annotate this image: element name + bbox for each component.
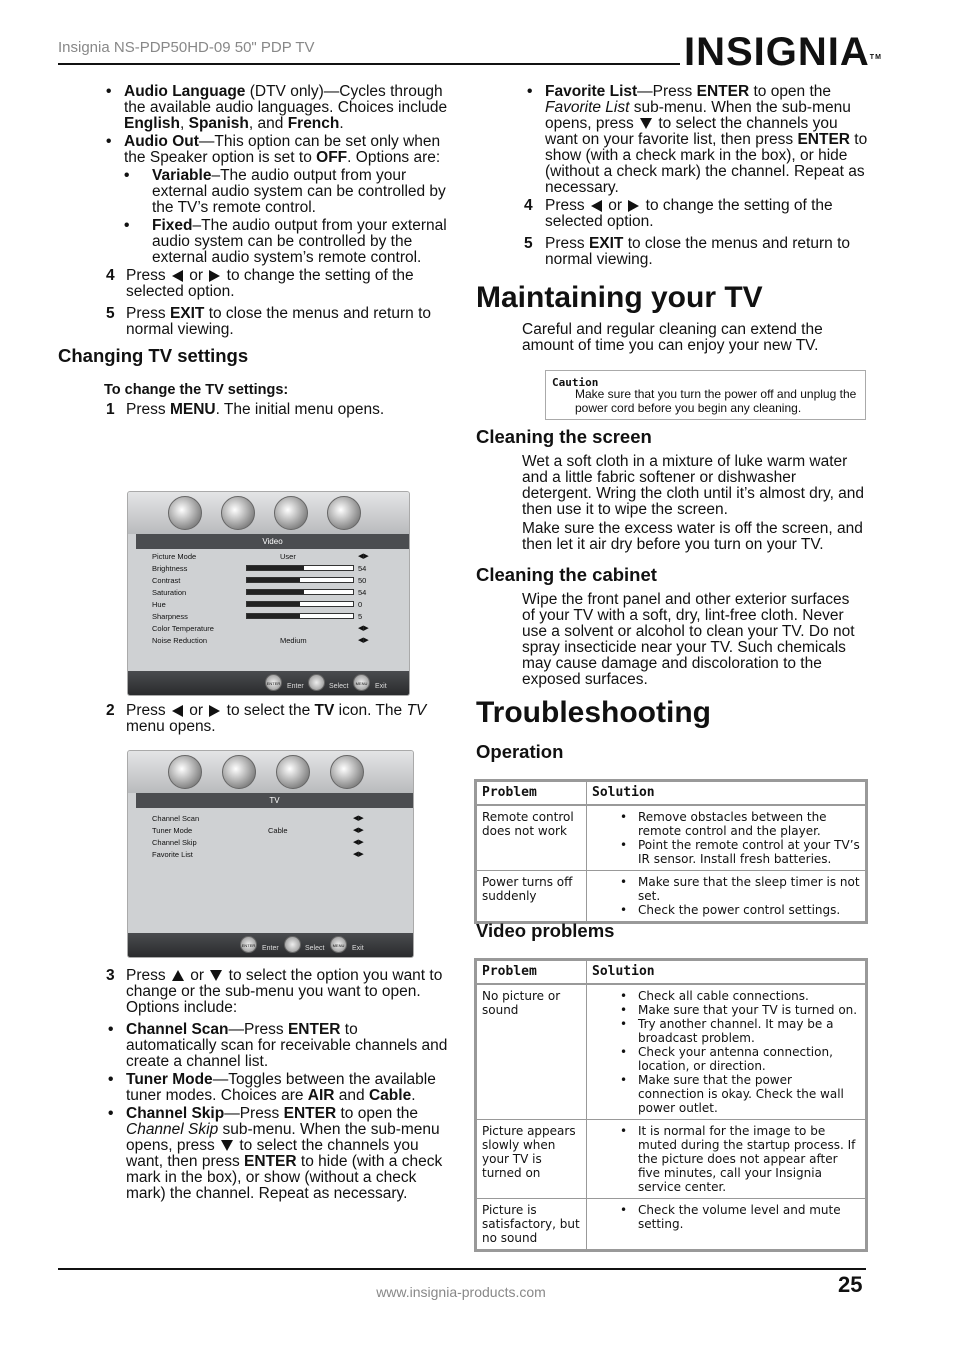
tv-menu-screenshot [127, 750, 414, 958]
up-arrow-icon [172, 970, 184, 981]
tv-icon [274, 496, 308, 530]
cleaning-screen-p1: Wet a soft cloth in a mixture of luke warm water and a little fabric softener or dishwasher detergent. Wring the cloth until it’s almost dry, and then use it to wipe the screen. [522, 453, 865, 518]
menu-row-label: Channel Scan [152, 814, 200, 823]
left-step-1: 1 Press MENU. The initial menu opens. [106, 401, 385, 418]
menu-row-arrow-icon: ◀▶ [353, 851, 364, 858]
right-column [476, 84, 868, 274]
picture-icon [168, 496, 202, 530]
header-rule [58, 63, 680, 65]
settings-icon [330, 755, 364, 789]
right-arrow-icon [209, 705, 220, 717]
left-step-2: 2 Press or to select the TV icon. The TV menu opens. [106, 702, 427, 735]
menu-row-label: Brightness [152, 564, 188, 573]
maintaining-heading: Maintaining your TV [476, 281, 763, 314]
list-item: • Make sure that the power connection is okay. Check the wall power outlet. [612, 1073, 860, 1115]
down-arrow-icon [221, 1140, 233, 1151]
menu-button-icon: MENU [330, 936, 347, 953]
menu-footer: ENTER Enter Select MENU Exit [128, 933, 413, 957]
left-arrow-icon [591, 200, 602, 212]
menu-button-icon: MENU [353, 674, 370, 691]
tv-icon [276, 755, 310, 789]
cleaning-cabinet-p: Wipe the front panel and other exterior surfaces of your TV with a soft, dry, lint-free cloth. Never use a solvent or alcohol to clean your TV. Do not spray insecticide near your TV. Such chemicals may cause damage and discoloration to the exposed surfaces. [522, 591, 855, 688]
cleaning-screen-p2: Make sure the excess water is off the screen, and then let it air dry before you turn on your TV. [522, 520, 863, 553]
left-arrow-icon [172, 270, 183, 282]
list-item: • Remove obstacles between the remote control and the player. [612, 810, 860, 838]
header-title: Insignia NS-PDP50HD-09 50" PDP TV [58, 39, 315, 56]
right-step-5: 5 Press EXIT to close the menus and return to normal viewing. [524, 235, 850, 268]
operation-table: Problem Solution Remote control does not work • Remove obstacles between the remote control and the player. • Point the remote control at your TV’s IR sensor. Install fresh batteries. Power turns off suddenly • Make sure that the sleep timer is not set. • Check the power control settings. [476, 781, 866, 922]
down-arrow-icon [210, 970, 222, 981]
favorite-list-item: • Favorite List—Press ENTER to open the Favorite List sub-menu. When the sub-menu opens, press to select the channels you want on your favorite list, then press ENTER to show (with a check mark in the box), or hide (without a check mark) the channel. Repeat as necessary. [521, 84, 868, 196]
menu-row-label: Saturation [152, 588, 187, 597]
list-item: • Make sure that your TV is turned on. [612, 1003, 860, 1017]
menu-row-number: 5 [358, 612, 363, 621]
cleaning-cabinet-heading: Cleaning the cabinet [476, 564, 657, 585]
video-problems-table: Problem Solution No picture or sound • Check all cable connections. • Make sure that your TV is turned on. • Try another channel. It may be a broadcast problem. • Check your antenna connection, location, or direction. • Make sure that the power connection is okay. Check the wall power outlet. Picture appears slowly when your TV is turned on • It is normal for the image to be muted during the startup process. If the picture does not appear after five minutes, call your Insignia service center. Picture is satisfactory, but no sound • Check the volume level and mute setting. [476, 960, 866, 1250]
variable-item: • Variable–The audio output from your external audio system can be controlled by the TV’s remote control. [124, 168, 448, 216]
picture-icon [168, 755, 202, 789]
menu-slider [246, 613, 354, 619]
audio-icon [221, 496, 255, 530]
left-lower-block [58, 968, 448, 1204]
solution-cell [587, 805, 866, 871]
list-item: • Check your antenna connection, location, or direction. [612, 1045, 860, 1073]
video-menu-screenshot [127, 491, 410, 696]
menu-slider [246, 601, 354, 607]
menu-row-arrow-icon: ◀▶ [358, 637, 369, 644]
menu-row-label: Favorite List [152, 850, 193, 859]
menu-title-bar: Video [136, 534, 409, 549]
problem-cell: Remote control does not work [477, 805, 587, 871]
solution-cell [587, 871, 866, 922]
troubleshooting-heading: Troubleshooting [476, 696, 711, 729]
right-arrow-icon [209, 270, 220, 282]
menu-row-value: Medium [280, 636, 307, 645]
changing-tv-settings-heading: Changing TV settings [58, 345, 249, 366]
channel-scan-item: • Channel Scan—Press ENTER to automatically scan for receivable channels and create a channel list. [102, 1022, 448, 1070]
list-item: • Check the volume level and mute setting. [612, 1203, 860, 1231]
menu-row-arrow-icon: ◀▶ [353, 839, 364, 846]
problem-cell: Picture is satisfactory, but no sound [477, 1199, 587, 1250]
to-change-subheading: To change the TV settings: [104, 382, 289, 398]
menu-row-value: User [280, 552, 296, 561]
enter-button-icon: ENTER [265, 674, 282, 691]
footer-rule [58, 1268, 866, 1270]
problem-cell: Picture appears slowly when your TV is turned on [477, 1120, 587, 1199]
right-arrow-icon [628, 200, 639, 212]
left-arrow-icon [172, 705, 183, 717]
list-item: • Check all cable connections. [612, 989, 860, 1003]
left-step-3: 3 Press or to select the option you want to change or the sub-menu you want to open. Options include: [106, 967, 443, 1016]
menu-row-label: Tuner Mode [152, 826, 193, 835]
menu-row-number: 54 [358, 588, 367, 597]
solution-cell [587, 984, 866, 1120]
right-step-4: 4 Press or to change the setting of the selected option. [524, 197, 833, 230]
cleaning-screen-heading: Cleaning the screen [476, 426, 652, 447]
menu-row-label: Picture Mode [152, 552, 197, 561]
menu-slider [246, 589, 354, 595]
menu-row-label: Channel Skip [152, 838, 197, 847]
problem-cell: No picture or sound [477, 984, 587, 1120]
select-dpad-icon [284, 936, 301, 953]
caution-box [545, 370, 866, 420]
menu-row-label: Noise Reduction [152, 636, 208, 645]
settings-icon [327, 496, 361, 530]
page-number: 25 [838, 1272, 863, 1297]
menu-row-label: Contrast [152, 576, 181, 585]
left-column [58, 84, 448, 424]
menu-row-label: Color Temperature [152, 624, 214, 633]
menu-row-number: 0 [358, 600, 363, 609]
channel-skip-item: • Channel Skip—Press ENTER to open the Channel Skip sub-menu. When the sub-menu opens, press to select the channels you want, then press ENTER to hide (with a check mark in the box), or show (without a check mark) the channel. Repeat as necessary. [102, 1106, 448, 1202]
down-arrow-icon [640, 118, 652, 129]
caution-message: Make sure that you turn the power off and unplug the power cord before you begin any cleaning. [575, 387, 857, 415]
menu-row-number: 54 [358, 564, 367, 573]
insignia-logo: INSIGNIA™ [684, 30, 882, 74]
operation-heading: Operation [476, 741, 564, 762]
solution-cell [587, 1199, 866, 1250]
tuner-mode-item: • Tuner Mode—Toggles between the available tuner modes. Choices are AIR and Cable. [102, 1072, 448, 1104]
menu-row-arrow-icon: ◀▶ [358, 553, 369, 560]
enter-button-icon: ENTER [240, 936, 257, 953]
menu-row-label: Hue [152, 600, 166, 609]
menu-row-value: Cable [268, 826, 288, 835]
footer-url: www.insignia-products.com [376, 1284, 546, 1300]
list-item: • Try another channel. It may be a broadcast problem. [612, 1017, 860, 1045]
menu-slider [246, 565, 354, 571]
table-row [477, 805, 866, 871]
video-problems-heading: Video problems [476, 920, 615, 941]
maintaining-text: Careful and regular cleaning can extend the amount of time you can enjoy your new TV. [522, 321, 823, 354]
select-dpad-icon [308, 674, 325, 691]
table-row [477, 1199, 866, 1250]
caution-title: Caution [552, 376, 599, 389]
audio-language-item: • Audio Language (DTV only)—Cycles through the available audio languages. Choices include English, Spanish, and French. [100, 84, 448, 132]
menu-row-arrow-icon: ◀▶ [358, 625, 369, 632]
solution-cell [587, 1120, 866, 1199]
list-item: • Check the power control settings. [612, 903, 860, 917]
list-item: • Make sure that the sleep timer is not set. [612, 875, 860, 903]
menu-slider [246, 577, 354, 583]
menu-row-arrow-icon: ◀▶ [353, 827, 364, 834]
problem-cell: Power turns off suddenly [477, 871, 587, 922]
table-row [477, 984, 866, 1120]
menu-row-arrow-icon: ◀▶ [353, 815, 364, 822]
list-item: • It is normal for the image to be muted during the startup process. If the picture does not appear after five minutes, call your Insignia service center. [612, 1124, 860, 1194]
menu-title-bar: TV [136, 793, 413, 808]
table-row [477, 871, 866, 922]
menu-row-label: Sharpness [152, 612, 188, 621]
menu-footer: ENTER Enter Select MENU Exit [128, 671, 409, 695]
left-step-4: 4 Press or to change the setting of the selected option. [106, 267, 414, 300]
fixed-item: • Fixed–The audio output from your external audio system can be controlled by the external audio system’s remote control. [124, 218, 448, 266]
audio-out-item: • Audio Out—This option can be set only when the Speaker option is set to OFF. Options are: • Variable–The audio output from your external audio system can be controlled by the TV’s remote control. • Fixed–The audio output from your external audio system can be controlled by the external audio system’s remote control. [100, 134, 448, 266]
list-item: • Point the remote control at your TV’s IR sensor. Install fresh batteries. [612, 838, 860, 866]
left-step-5: 5 Press EXIT to close the menus and return to normal viewing. [106, 305, 431, 338]
table-row [477, 1120, 866, 1199]
audio-icon [222, 755, 256, 789]
menu-row-number: 50 [358, 576, 367, 585]
